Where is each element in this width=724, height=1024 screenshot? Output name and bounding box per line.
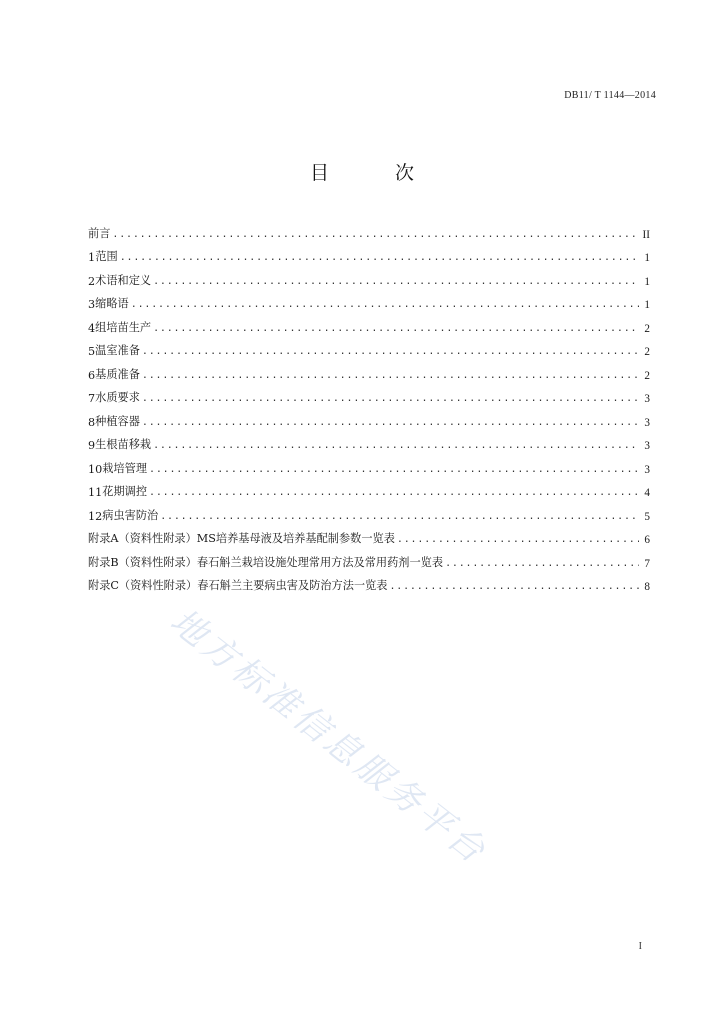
toc-entry-transplanting[interactable]	[88, 429, 650, 453]
toc-entry-page: 2	[644, 322, 650, 335]
toc-entry-label: 春石斛兰栽培设施处理常用方法及常用药剂一览表	[196, 555, 444, 569]
toc-entry-number: 附录A（资料性附录）	[88, 532, 197, 545]
toc-entry-label: 种植容器	[95, 414, 140, 428]
toc-entry-number: 9	[88, 439, 96, 452]
dot-leader	[160, 511, 639, 523]
dot-leader	[142, 370, 639, 382]
watermark: 地方标准信息服务平台	[162, 601, 495, 873]
toc-entry-number: 5	[88, 345, 96, 358]
toc-entry-number: 12	[88, 509, 103, 523]
toc-entry-number: 8	[88, 415, 96, 429]
dot-leader	[112, 229, 639, 241]
dot-leader	[153, 323, 639, 335]
dot-leader	[131, 299, 639, 311]
dot-leader	[445, 558, 639, 570]
dot-leader	[142, 417, 639, 429]
toc-entry-label: 栽培管理	[102, 461, 148, 475]
toc-entry-cultivation[interactable]	[88, 452, 650, 476]
dot-leader	[149, 487, 639, 499]
toc-entry-page: 7	[644, 557, 650, 570]
dot-leader	[389, 581, 639, 593]
toc-entry-number: 7	[88, 392, 96, 405]
toc-entry-label: 基质准备	[95, 367, 140, 381]
toc-entry-label: 花期调控	[102, 485, 148, 498]
toc-entry-label: 组培苗生产	[95, 320, 152, 334]
toc-entry-label: 缩略语	[95, 297, 129, 310]
page-number: I	[638, 941, 642, 952]
toc-entry-label: 病虫害防治	[102, 508, 159, 522]
toc-entry-label: 水质要求	[95, 391, 140, 404]
toc-entry-page: 5	[644, 510, 650, 523]
toc-entry-page: 4	[644, 487, 650, 499]
dot-leader	[153, 276, 639, 288]
dot-leader	[149, 464, 639, 476]
toc-entry-substrate[interactable]	[88, 358, 650, 382]
toc-entry-number: 1	[88, 251, 96, 264]
toc-entry-number: 10	[88, 462, 103, 476]
page-title: 目 次	[309, 162, 445, 184]
toc-entry-number: 3	[88, 298, 96, 311]
toc-entry-page: 3	[644, 440, 650, 452]
dot-leader	[142, 346, 639, 358]
toc-entry-label: 春石斛兰主要病虫害及防治方法一览表	[197, 579, 388, 592]
toc-entry-containers[interactable]	[88, 405, 650, 429]
toc-entry-page: II	[642, 228, 650, 241]
toc-entry-pest-control[interactable]	[88, 499, 650, 523]
dot-leader	[120, 252, 639, 264]
toc-entry-page: 3	[644, 393, 650, 405]
toc-entry-page: 1	[644, 252, 650, 264]
toc-entry-appendix-c[interactable]	[88, 570, 650, 594]
dot-leader	[142, 393, 639, 405]
toc-entry-terms[interactable]	[88, 264, 650, 288]
toc-entry-page: 2	[644, 369, 650, 382]
toc-entry-foreword[interactable]	[88, 217, 650, 241]
toc-entry-page: 8	[644, 581, 650, 593]
toc-entry-number: 11	[88, 486, 103, 499]
toc-entry-number: 附录C（资料性附录）	[88, 579, 198, 592]
toc-entry-appendix-b[interactable]	[88, 546, 650, 570]
toc-entry-number: 附录B（资料性附录）	[88, 555, 197, 569]
toc-entry-abbreviations[interactable]	[88, 288, 650, 312]
dot-leader	[153, 440, 639, 452]
document-code: DB11/ T 1144—2014	[564, 90, 656, 101]
toc-entry-number: 2	[88, 274, 96, 288]
toc-entry-appendix-a[interactable]	[88, 523, 650, 547]
toc-entry-number: 6	[88, 368, 96, 382]
toc-entry-page: 1	[644, 299, 650, 311]
toc-entry-page: 1	[644, 275, 650, 288]
toc-entry-label: 前言	[88, 226, 111, 240]
toc-entry-page: 3	[644, 463, 650, 476]
toc-entry-label: 生根苗移栽	[95, 438, 152, 451]
dot-leader	[397, 534, 639, 546]
toc-entry-label: 温室准备	[95, 344, 140, 357]
toc-entry-page: 3	[644, 416, 650, 429]
toc-entry-label: MS培养基母液及培养基配制参数一览表	[196, 532, 395, 545]
toc-entry-page: 6	[644, 534, 650, 546]
toc-entry-scope[interactable]	[88, 241, 650, 265]
table-of-contents	[88, 217, 650, 593]
toc-entry-water-quality[interactable]	[88, 382, 650, 406]
toc-entry-page: 2	[644, 346, 650, 358]
toc-entry-flowering[interactable]	[88, 476, 650, 500]
toc-entry-label: 术语和定义	[95, 273, 152, 287]
toc-entry-greenhouse[interactable]	[88, 335, 650, 359]
toc-entry-label: 范围	[95, 250, 118, 263]
toc-entry-number: 4	[88, 321, 96, 335]
toc-entry-tissue-culture[interactable]	[88, 311, 650, 335]
